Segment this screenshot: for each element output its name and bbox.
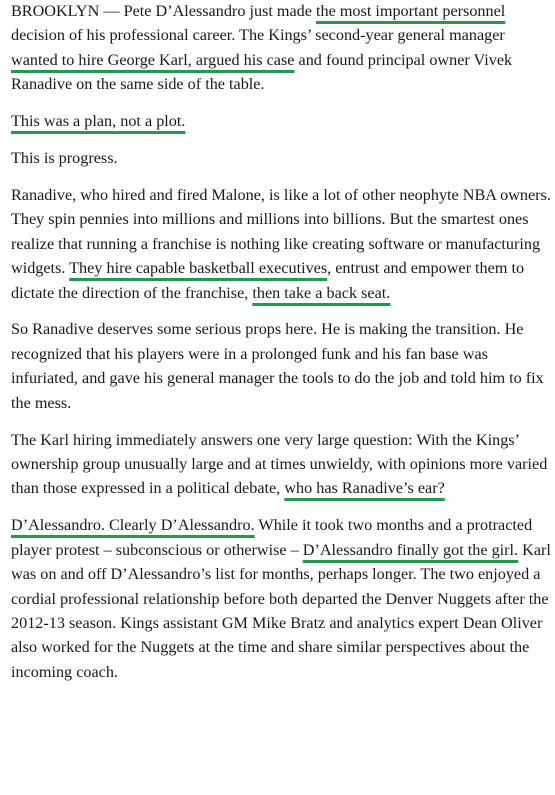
paragraph-2 <box>11 109 551 133</box>
paragraph-6 <box>11 428 551 501</box>
paragraph-5 <box>11 317 551 415</box>
highlighted-text: wanted to hire George Karl, argued his case <box>11 50 295 69</box>
highlighted-text: D’Alessandro. Clearly D’Alessandro. <box>11 516 255 535</box>
paragraph-1 <box>11 0 551 97</box>
highlighted-text: who has Ranadive’s ear? <box>284 479 445 498</box>
paragraph-4 <box>11 183 551 305</box>
text-run: While it took two months and a protracted player protest – subconscious or otherwise – <box>11 516 533 559</box>
text-run: The Karl hiring immediately answers one very large question: With the Kings’ ownership group unusually large and at times unwieldy, with opinions more varied than those expressed in a political debate, <box>11 430 548 498</box>
text-run: and found principal owner Vivek Ranadive on the same side of the table. <box>11 50 513 94</box>
text-run: So Ranadive deserves some serious props here. He is making the transition. He recognized that his players were in a prolonged funk and his fan base was infuriated, and gave his general manager the tools to do the job and told him to fix the mess. <box>11 320 544 412</box>
text-run: Ranadive, who hired and fired Malone, is like a lot of other neophyte NBA owners. They spin pennies into millions and millions into billions. But the smartest ones realize that running a franchise is nothing like creating software or manufacturing widgets. <box>11 185 551 278</box>
text-run: BROOKLYN — Pete D’Alessandro just made <box>11 2 317 20</box>
highlighted-text: the most important personnel <box>316 2 506 20</box>
article-body <box>11 0 551 697</box>
highlighted-text: This was a plan, not a plot. <box>11 112 186 131</box>
paragraph-7 <box>11 513 551 684</box>
text-run: This is progress. <box>11 149 118 168</box>
paragraph-3 <box>11 146 551 170</box>
text-run: , entrust and empower them to dictate the direction of the franchise, <box>11 259 525 302</box>
text-run: Karl was on and off D’Alessandro’s list for months, perhaps longer. The two enjoyed a cordial professional relationship before both departed the Denver Nuggets after the 2012-13 season. Kings assistant GM Mike Bratz and analytics expert Dean Oliver also worked for the Nuggets at the time and share similar perspectives about the incoming coach. <box>11 540 551 681</box>
highlighted-text: then take a back seat. <box>252 283 391 302</box>
highlighted-text: They hire capable basketball executives <box>69 259 328 278</box>
highlighted-text: D’Alessandro finally got the girl. <box>302 540 519 559</box>
text-run: decision of his professional career. The Kings’ second-year general manager <box>11 26 505 45</box>
